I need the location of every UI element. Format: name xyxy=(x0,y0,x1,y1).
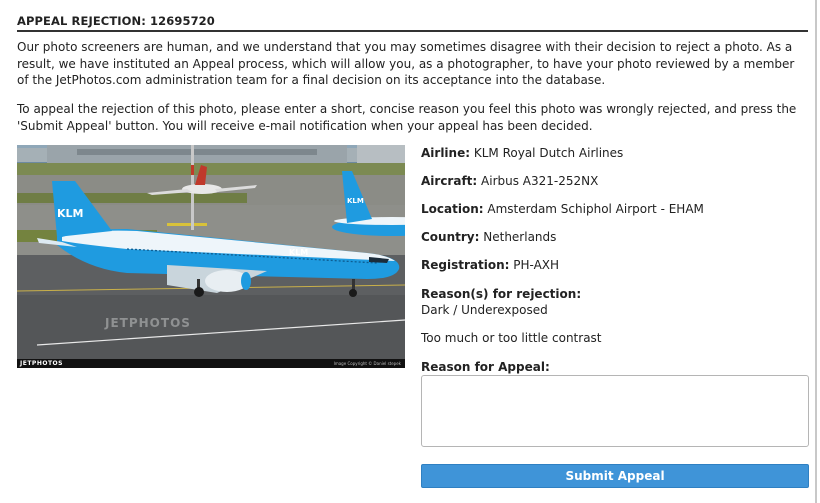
appeal-reason-textarea[interactable] xyxy=(421,375,809,447)
rejection-reasons-heading: Reason(s) for rejection: xyxy=(421,287,582,301)
tail-logo: KLM xyxy=(57,207,84,220)
intro-paragraph: Our photo screeners are human, and we understand that you may sometimes disagree with their decision to reject a photo. As a result, we have instituted an Appeal process, which will allow you, as a photographer, to have your photo reviewed by a member of the JetPhotos.com administration team for a final decision on its acceptance into the database. xyxy=(17,40,795,87)
photo-footer-copyright: Image Copyright © Daniel stepek xyxy=(333,361,401,366)
tail-logo-rear: KLM xyxy=(347,197,364,205)
aircraft-value: Airbus A321-252NX xyxy=(481,174,599,188)
appeal-reason-label: Reason for Appeal: xyxy=(421,360,550,374)
photo-footer xyxy=(17,359,405,368)
location-label: Location: xyxy=(421,202,484,216)
instructions-paragraph: To appeal the rejection of this photo, please enter a short, concise reason you feel this photo was wrongly rejected, and press the 'Submit Appeal' button. You will receive e-mail notification when your appeal has been decided. xyxy=(17,102,797,133)
aircraft-photo xyxy=(17,145,405,368)
registration-value: PH-AXH xyxy=(513,258,560,272)
location-value: Amsterdam Schiphol Airport - EHAM xyxy=(487,202,704,216)
airline-value: KLM Royal Dutch Airlines xyxy=(473,146,624,160)
rejection-reason: Too much or too little contrast xyxy=(421,331,602,345)
country-value: Netherlands xyxy=(483,230,557,244)
aircraft-photo-illustration xyxy=(17,145,405,368)
registration-row xyxy=(421,257,559,273)
aircraft-row xyxy=(421,173,598,189)
airline-label: Airline: xyxy=(421,146,471,160)
country-row xyxy=(421,229,556,245)
airline-row xyxy=(421,145,623,161)
country-label: Country: xyxy=(421,230,480,244)
page-title: APPEAL REJECTION: 12695720 xyxy=(17,14,215,28)
location-row xyxy=(421,201,704,217)
fuselage-logo: KLM xyxy=(289,248,309,257)
photo-footer-brand: JETPHOTOS xyxy=(20,360,63,367)
registration-label: Registration: xyxy=(421,258,510,272)
title-divider xyxy=(17,30,808,32)
submit-appeal-button[interactable]: Submit Appeal xyxy=(421,464,809,488)
photo-watermark: JETPHOTOS xyxy=(105,316,191,330)
rejection-reason: Dark / Underexposed xyxy=(421,303,548,317)
aircraft-label: Aircraft: xyxy=(421,174,478,188)
